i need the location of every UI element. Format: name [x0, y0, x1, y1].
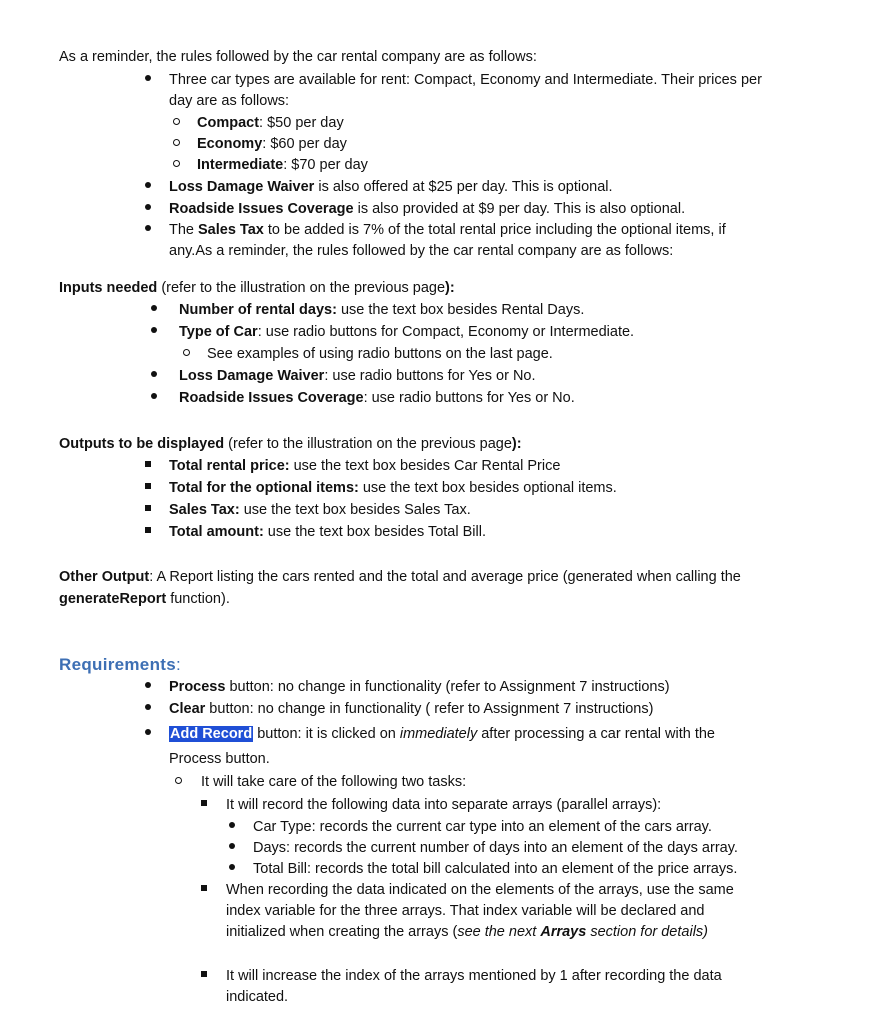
output-item: Sales Tax: use the text box besides Sales Tax.	[169, 502, 471, 518]
bullet	[145, 704, 151, 710]
rule-tax-cont: any.As a reminder, the rules followed by the car rental company are as follows:	[169, 243, 674, 259]
bullet	[145, 483, 151, 489]
other-output: Other Output: A Report listing the cars rented and the total and average price (generated when calling the	[59, 569, 741, 585]
input-item: Roadside Issues Coverage: use radio buttons for Yes or No.	[179, 390, 575, 406]
requirements-heading: Requirements:	[59, 655, 181, 674]
other-output-cont: generateReport function).	[59, 591, 230, 607]
rule-car-types: Three car types are available for rent: Compact, Economy and Intermediate. Their prices per	[169, 72, 762, 88]
sub-bullet	[183, 349, 190, 356]
bullet	[151, 327, 157, 333]
rule-tax: The Sales Tax to be added is 7% of the total rental price including the optional items, if	[169, 222, 726, 238]
rule-car-types-cont: day are as follows:	[169, 93, 290, 109]
bullet	[151, 371, 157, 377]
bullet	[145, 729, 151, 735]
bullet	[145, 182, 151, 188]
req-increase: It will increase the index of the arrays mentioned by 1 after recording the data	[226, 968, 722, 984]
bullet	[151, 305, 157, 311]
req-record: It will record the following data into separate arrays (parallel arrays):	[226, 797, 662, 813]
output-item: Total for the optional items: use the text box besides optional items.	[169, 480, 617, 496]
bullet	[151, 393, 157, 399]
req-field: Car Type: records the current car type into an element of the cars array.	[253, 819, 712, 835]
bullet	[145, 527, 151, 533]
price-compact: Compact: $50 per day	[197, 115, 344, 131]
req-index: When recording the data indicated on the elements of the arrays, use the same	[226, 882, 734, 898]
sub-bullet	[173, 139, 180, 146]
req-field: Days: records the current number of days into an element of the days array.	[253, 840, 738, 856]
bullet	[201, 800, 207, 806]
bullet	[145, 75, 151, 81]
bullet	[145, 682, 151, 688]
price-intermediate: Intermediate: $70 per day	[197, 157, 368, 173]
sub-bullet	[175, 777, 182, 784]
rule-ldw: Loss Damage Waiver is also offered at $25 per day. This is optional.	[169, 179, 613, 195]
sub-bullet	[173, 118, 180, 125]
input-item: Number of rental days: use the text box besides Rental Days.	[179, 302, 585, 318]
req-clear: Clear button: no change in functionality ( refer to Assignment 7 instructions)	[169, 701, 654, 717]
req-index-cont: index variable for the three arrays. That index variable will be declared and	[226, 903, 705, 919]
req-add-record: Add Record button: it is clicked on immediately after processing a car rental with the	[170, 726, 715, 742]
req-tasks: It will take care of the following two tasks:	[201, 774, 467, 790]
bullet	[145, 505, 151, 511]
req-index-cont: initialized when creating the arrays (see the next Arrays section for details)	[226, 924, 708, 940]
outputs-heading: Outputs to be displayed (refer to the illustration on the previous page):	[59, 436, 522, 452]
sub-bullet	[173, 160, 180, 167]
bullet	[145, 461, 151, 467]
bullet	[201, 885, 207, 891]
bullet	[229, 864, 235, 870]
intro-text: As a reminder, the rules followed by the car rental company are as follows:	[59, 49, 537, 65]
input-item: Type of Car: use radio buttons for Compact, Economy or Intermediate.	[179, 324, 635, 340]
bullet	[145, 204, 151, 210]
inputs-heading: Inputs needed (refer to the illustration on the previous page):	[59, 280, 455, 296]
rule-ric: Roadside Issues Coverage is also provided at $9 per day. This is also optional.	[169, 201, 686, 217]
price-economy: Economy: $60 per day	[197, 136, 347, 152]
output-item: Total amount: use the text box besides Total Bill.	[169, 524, 486, 540]
input-sub-item: See examples of using radio buttons on the last page.	[207, 346, 553, 362]
bullet	[145, 225, 151, 231]
bullet	[229, 822, 235, 828]
req-increase-cont: indicated.	[226, 989, 289, 1005]
bullet	[201, 971, 207, 977]
bullet	[229, 843, 235, 849]
add-record-highlight: Add Record	[170, 726, 253, 742]
input-item: Loss Damage Waiver: use radio buttons for Yes or No.	[179, 368, 536, 384]
req-add-record-cont: Process button.	[169, 751, 270, 767]
req-process: Process button: no change in functionality (refer to Assignment 7 instructions)	[169, 679, 670, 695]
req-field: Total Bill: records the total bill calculated into an element of the price arrays.	[253, 861, 738, 877]
output-item: Total rental price: use the text box besides Car Rental Price	[169, 458, 561, 474]
